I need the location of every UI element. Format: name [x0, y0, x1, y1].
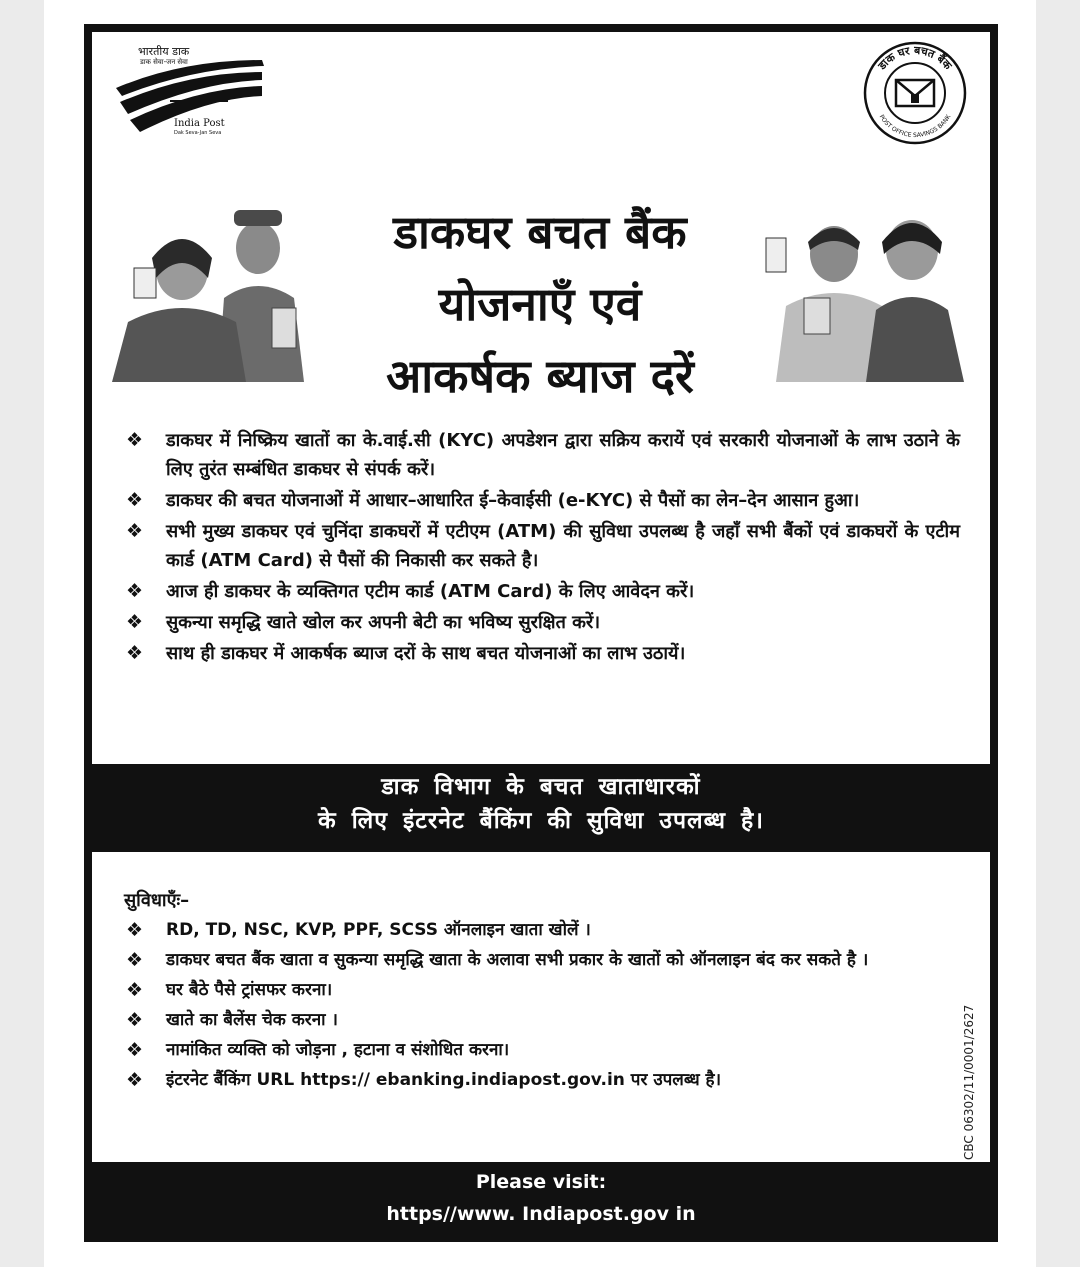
list-item: ❖ घर बैठे पैसे ट्रांसफर करना।	[126, 976, 960, 1005]
india-post-tagline: डाक सेवा-जन सेवा	[140, 58, 188, 66]
list-item: ❖ RD, TD, NSC, KVP, PPF, SCSS ऑनलाइन खाता खोलें ।	[126, 916, 960, 945]
headline	[320, 196, 760, 412]
india-post-subtitle: Dak Seva-Jan Seva	[174, 130, 222, 136]
list-item: ❖ डाकघर की बचत योजनाओं में आधार–आधारित ई–केवाईसी (e-KYC) से पैसों का लेन–देन आसान हुआ।	[126, 486, 960, 515]
post-office-savings-bank-seal	[862, 40, 968, 146]
bullet-icon: ❖	[126, 642, 144, 664]
footer	[92, 1166, 990, 1236]
facilities-heading: सुविधाएँः–	[124, 890, 190, 911]
banner-line-2: के लिए इंटरनेट बैंकिंग की सुविधा उपलब्ध है।	[318, 808, 764, 834]
footer-url: https//www. Indiapost.gov in	[386, 1203, 696, 1225]
facilities-list	[126, 916, 960, 1096]
bullet-icon: ❖	[126, 520, 144, 542]
ad-release-code: CBC 06302/11/0001/2627	[962, 1004, 976, 1160]
bullet-icon: ❖	[126, 489, 144, 511]
india-post-name: India Post	[174, 118, 225, 129]
customer-and-postman-photo	[108, 198, 320, 382]
list-item: ❖ खाते का बैलेंस चेक करना ।	[126, 1006, 960, 1035]
seal-bottom-text: POST OFFICE SAVINGS BANK	[877, 113, 953, 140]
banner-line-1: डाक विभाग के बचत खाताधारकों	[381, 774, 701, 800]
list-item: ❖ सुकन्या समृद्धि खाते खोल कर अपनी बेटी का भविष्य सुरक्षित करें।	[126, 608, 960, 637]
india-post-hindi-name: भारतीय डाक	[138, 45, 190, 58]
list-item: ❖ आज ही डाकघर के व्यक्तिगत एटीम कार्ड (ATM Card) के लिए आवेदन करें।	[126, 577, 960, 606]
list-item: ❖ डाकघर में निष्क्रिय खातों का के.वाई.सी (KYC) अपडेशन द्वारा सक्रिय करायें एवं सरकारी योजनाओं के लाभ उठाने के लिए तुरंत सम्बंधित डाकघर से संपर्क करें।	[126, 426, 960, 484]
bullet-icon: ❖	[126, 611, 144, 633]
bullet-icon: ❖	[126, 580, 144, 602]
list-item: ❖ इंटरनेट बैंकिंग URL https:// ebanking.indiapost.gov.in पर उपलब्ध है।	[126, 1066, 960, 1095]
list-item: ❖ नामांकित व्यक्ति को जोड़ना , हटाना व संशोधित करना।	[126, 1036, 960, 1065]
headline-line-3: आकर्षक ब्याज दरें	[386, 349, 694, 403]
bullet-icon: ❖	[126, 919, 144, 941]
bullet-icon: ❖	[126, 429, 144, 451]
bullet-icon: ❖	[126, 1069, 144, 1091]
svg-text:डाक घर बचत बैंक	[875, 44, 955, 73]
bullet-icon: ❖	[126, 1009, 144, 1031]
bullet-icon: ❖	[126, 979, 144, 1001]
account-holders-photo	[742, 198, 970, 382]
headline-line-2: योजनाएँ एवं	[438, 277, 642, 331]
benefits-list	[126, 426, 960, 670]
footer-visit-label: Please visit:	[475, 1171, 607, 1193]
list-item: ❖ सभी मुख्य डाकघर एवं चुनिंदा डाकघरों में एटीएम (ATM) की सुविधा उपलब्ध है जहाँ सभी बैंकों एवं डाकघरों के एटीम कार्ड (ATM Card) से पैसों की निकासी कर सकते है।	[126, 517, 960, 575]
seal-top-text: डाक घर बचत बैंक	[875, 43, 955, 73]
list-item: ❖ साथ ही डाकघर में आकर्षक ब्याज दरों के साथ बचत योजनाओं का लाभ उठायें।	[126, 639, 960, 668]
bullet-icon: ❖	[126, 949, 144, 971]
list-item: ❖ डाकघर बचत बैंक खाता व सुकन्या समृद्धि खाता के अलावा सभी प्रकार के खातों को ऑनलाइन बंद कर सकते है ।	[126, 946, 960, 975]
internet-banking-banner	[92, 770, 990, 846]
bullet-icon: ❖	[126, 1039, 144, 1061]
headline-line-1: डाकघर बचत बैंक	[393, 205, 687, 259]
